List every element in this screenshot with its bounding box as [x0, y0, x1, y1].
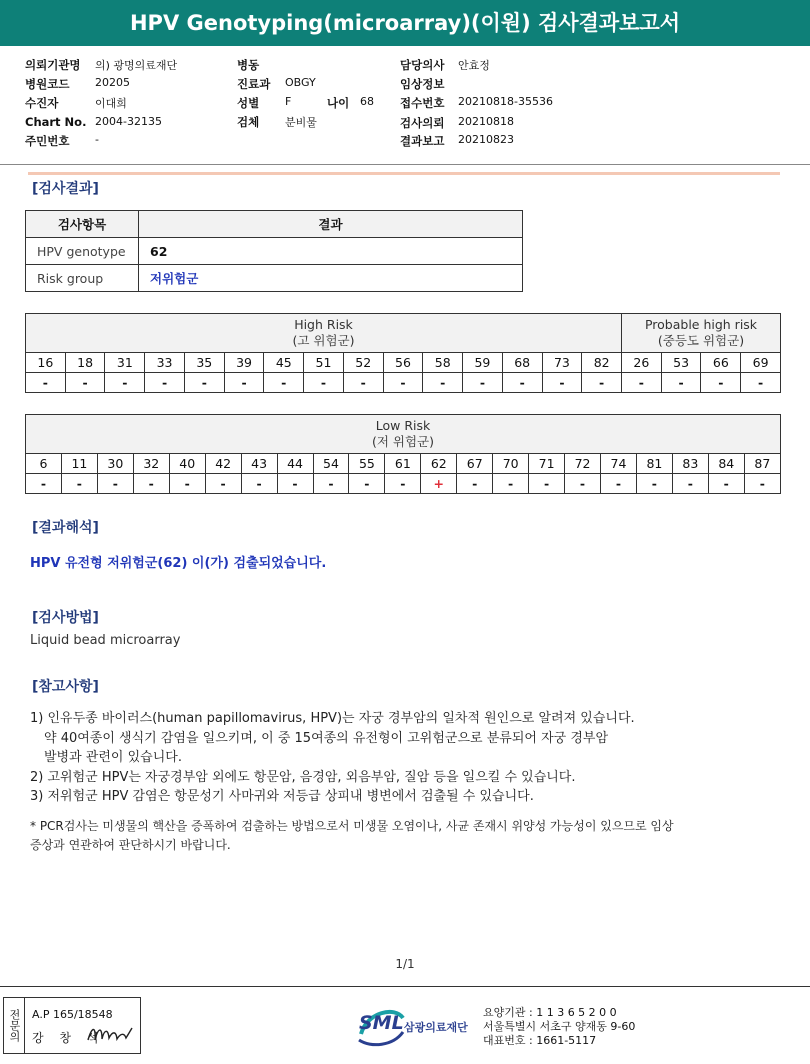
- hpv-type-cell: 82: [582, 353, 622, 373]
- hpv-type-cell: 45: [264, 353, 304, 373]
- hpv-result-cell: -: [701, 373, 741, 393]
- hpv-type-cell: 58: [423, 353, 463, 373]
- logo-org: 삼광의료재단: [404, 1021, 468, 1034]
- hospital-code-value: 20205: [95, 76, 130, 89]
- receipt-no-label: 접수번호: [400, 96, 445, 110]
- hpv-type-cell: 53: [661, 353, 701, 373]
- hpv-result-cell: -: [661, 373, 701, 393]
- high-risk-subtitle: (고 위험군): [292, 333, 355, 348]
- note-1-cont: 약 40여종이 생식기 감염을 일으키며, 이 중 15여종의 유전형이 고위험군으로 분류되어 자궁 경부암: [44, 730, 609, 746]
- footnote: [30, 817, 674, 855]
- department-label: 진료과: [237, 77, 271, 91]
- department-value: OBGY: [285, 76, 316, 89]
- result-header-item: 검사항목: [26, 211, 139, 238]
- hpv-result-cell: -: [97, 474, 133, 494]
- page-number: 1/1: [395, 957, 415, 971]
- stamp-vertical-label: 전문의: [4, 998, 25, 1053]
- organization-info: [483, 1006, 635, 1048]
- hpv-type-cell: 68: [502, 353, 542, 373]
- request-date-label: 검사의뢰: [400, 116, 445, 130]
- hpv-result-cell: -: [744, 474, 780, 494]
- section-method-title: [검사방법]: [32, 610, 99, 626]
- org-line: 요양기관 : 1 1 3 6 5 2 0 0: [483, 1006, 617, 1019]
- hpv-type-cell: 16: [26, 353, 66, 373]
- hpv-type-cell: 40: [169, 454, 205, 474]
- hpv-type-cell: 30: [97, 454, 133, 474]
- hpv-type-cell: 26: [622, 353, 662, 373]
- section-interpretation-title: [결과해석]: [32, 520, 99, 536]
- hospital-code-label: 병원코드: [25, 77, 70, 91]
- sml-logo: [357, 1002, 477, 1050]
- hpv-result-cell: -: [708, 474, 744, 494]
- clinical-info-label: 임상정보: [400, 77, 445, 91]
- signature-stamp: [3, 997, 141, 1054]
- footnote-line: * PCR검사는 미생물의 핵산을 증폭하여 검출하는 방법으로서 미생물 오염이나, 사균 존재시 위양성 가능성이 있으므로 임상: [30, 819, 674, 833]
- section-divider: [28, 172, 780, 175]
- stamp-license: A.P 165/18548: [32, 1008, 113, 1021]
- hpv-result-cell: -: [205, 474, 241, 494]
- hpv-type-cell: 56: [383, 353, 423, 373]
- result-value: 62: [139, 238, 523, 265]
- hpv-result-cell: -: [493, 474, 529, 494]
- hpv-type-cell: 39: [224, 353, 264, 373]
- resident-no-value: -: [95, 133, 99, 146]
- result-item: Risk group: [26, 265, 139, 292]
- hpv-result-cell: -: [26, 373, 66, 393]
- notes-list: [30, 709, 635, 807]
- high-risk-group: [26, 314, 622, 353]
- logo-text: SML: [359, 1012, 404, 1034]
- hpv-type-cell: 35: [184, 353, 224, 373]
- section-result-title: [검사결과]: [32, 181, 99, 197]
- hpv-result-cell: -: [463, 373, 503, 393]
- request-date-value: 20210818: [458, 115, 514, 128]
- low-risk-subtitle: (저 위험군): [371, 434, 435, 449]
- hpv-type-cell: 33: [145, 353, 185, 373]
- footer-divider: [0, 986, 810, 987]
- hpv-result-cell: -: [529, 474, 565, 494]
- org-line: 서울특별시 서초구 양재동 9-60: [483, 1020, 636, 1033]
- org-line: 대표번호 : 1661-5117: [483, 1034, 597, 1047]
- hpv-result-cell: -: [241, 474, 277, 494]
- age-label: 나이: [327, 96, 350, 110]
- hpv-result-cell: -: [636, 474, 672, 494]
- hpv-result-cell: -: [622, 373, 662, 393]
- result-item: HPV genotype: [26, 238, 139, 265]
- hpv-result-cell: -: [383, 373, 423, 393]
- hpv-type-cell: 11: [61, 454, 97, 474]
- footnote-line: 증상과 연관하여 판단하시기 바랍니다.: [30, 838, 231, 852]
- hpv-type-cell: 72: [565, 454, 601, 474]
- table-row: [26, 238, 523, 265]
- hpv-type-cell: 18: [65, 353, 105, 373]
- hpv-result-cell: -: [277, 474, 313, 494]
- doctor-label: 담당의사: [400, 58, 445, 72]
- hpv-type-cell: 43: [241, 454, 277, 474]
- hpv-result-cell: -: [423, 373, 463, 393]
- chart-no-value: 2004-32135: [95, 115, 162, 128]
- hpv-type-cell: 83: [672, 454, 708, 474]
- hpv-result-cell: -: [145, 373, 185, 393]
- hpv-type-cell: 55: [349, 454, 385, 474]
- hpv-result-cell: -: [385, 474, 421, 494]
- chart-no-label: Chart No.: [25, 115, 87, 129]
- hpv-result-cell: -: [457, 474, 493, 494]
- hpv-type-cell: 31: [105, 353, 145, 373]
- result-table: [25, 210, 523, 292]
- hpv-type-cell: 59: [463, 353, 503, 373]
- low-risk-group: [26, 415, 781, 454]
- institution-label: 의뢰기관명: [25, 58, 81, 72]
- hpv-result-cell: -: [169, 474, 205, 494]
- patient-label: 수진자: [25, 96, 59, 110]
- note-2: 2) 고위험군 HPV는 자궁경부암 외에도 항문암, 음경암, 외음부암, 질암 등을 일으킬 수 있습니다.: [30, 769, 576, 785]
- specimen-value: 분비물: [285, 116, 317, 129]
- hpv-result-cell: -: [672, 474, 708, 494]
- hpv-result-cell: -: [349, 474, 385, 494]
- report-header: [0, 50, 810, 162]
- note-1: 1) 인유두종 바이러스(human papillomavirus, HPV)는 자궁 경부암의 일차적 원인으로 알려져 있습니다.: [30, 711, 635, 726]
- hpv-result-cell: -: [26, 474, 62, 494]
- hpv-result-cell: -: [105, 373, 145, 393]
- interpretation-text: HPV 유전형 저위험군(62) 이(가) 검출되었습니다.: [30, 556, 327, 571]
- hpv-type-cell: 62: [421, 454, 457, 474]
- hpv-result-cell: -: [741, 373, 781, 393]
- hpv-result-cell: -: [224, 373, 264, 393]
- low-risk-title: Low Risk: [375, 418, 431, 433]
- probable-high-risk-subtitle: (중등도 위험군): [657, 333, 745, 348]
- high-risk-table: [25, 313, 781, 393]
- stamp-name: 강 창 석: [32, 1031, 105, 1045]
- probable-high-risk-title: Probable high risk: [644, 317, 758, 332]
- hpv-type-cell: 73: [542, 353, 582, 373]
- hpv-type-cell: 74: [601, 454, 637, 474]
- table-row: [26, 265, 523, 292]
- hpv-type-cell: 81: [636, 454, 672, 474]
- section-notes-title: [참고사항]: [32, 679, 99, 695]
- result-value: 저위험군: [139, 265, 523, 292]
- report-date-label: 결과보고: [400, 134, 445, 148]
- hpv-type-cell: 54: [313, 454, 349, 474]
- hpv-result-cell: -: [601, 474, 637, 494]
- sex-value: F: [285, 95, 292, 108]
- hpv-result-cell: +: [421, 474, 457, 494]
- institution-value: 의) 광명의료재단: [95, 59, 178, 72]
- patient-value: 이대희: [95, 97, 127, 110]
- hpv-type-cell: 52: [343, 353, 383, 373]
- receipt-no-value: 20210818-35536: [458, 95, 553, 108]
- ward-label: 병동: [237, 58, 260, 72]
- hpv-result-cell: -: [133, 474, 169, 494]
- hpv-result-cell: -: [582, 373, 622, 393]
- hpv-result-cell: -: [304, 373, 344, 393]
- doctor-value: 안효정: [458, 59, 490, 72]
- hpv-type-cell: 69: [741, 353, 781, 373]
- report-title: HPV Genotyping(microarray)(이원) 검사결과보고서: [0, 0, 810, 46]
- hpv-type-cell: 71: [529, 454, 565, 474]
- probable-high-risk-group: [622, 314, 781, 353]
- hpv-result-cell: -: [313, 474, 349, 494]
- hpv-type-cell: 84: [708, 454, 744, 474]
- hpv-type-cell: 67: [457, 454, 493, 474]
- hpv-type-cell: 87: [744, 454, 780, 474]
- hpv-result-cell: -: [502, 373, 542, 393]
- resident-no-label: 주민번호: [25, 134, 70, 148]
- hpv-result-cell: -: [565, 474, 601, 494]
- sex-label: 성별: [237, 96, 260, 110]
- method-text: Liquid bead microarray: [30, 633, 181, 648]
- specimen-label: 검체: [237, 115, 260, 129]
- hpv-type-cell: 61: [385, 454, 421, 474]
- age-value: 68: [360, 95, 374, 108]
- hpv-result-cell: -: [184, 373, 224, 393]
- low-risk-table: [25, 414, 781, 494]
- note-1-cont: 발병과 관련이 있습니다.: [44, 750, 182, 765]
- result-header-value: 결과: [139, 211, 523, 238]
- hpv-type-cell: 70: [493, 454, 529, 474]
- signature-image: [86, 1022, 136, 1046]
- hpv-result-cell: -: [542, 373, 582, 393]
- hpv-type-cell: 6: [26, 454, 62, 474]
- hpv-type-cell: 51: [304, 353, 344, 373]
- hpv-type-cell: 42: [205, 454, 241, 474]
- hpv-result-cell: -: [61, 474, 97, 494]
- header-divider: [0, 164, 810, 165]
- high-risk-title: High Risk: [294, 317, 353, 332]
- hpv-type-cell: 66: [701, 353, 741, 373]
- hpv-type-cell: 32: [133, 454, 169, 474]
- hpv-type-cell: 44: [277, 454, 313, 474]
- hpv-result-cell: -: [65, 373, 105, 393]
- hpv-result-cell: -: [264, 373, 304, 393]
- report-date-value: 20210823: [458, 133, 514, 146]
- hpv-result-cell: -: [343, 373, 383, 393]
- note-3: 3) 저위험군 HPV 감염은 항문성기 사마귀와 저등급 상피내 병변에서 검출될 수 있습니다.: [30, 789, 534, 804]
